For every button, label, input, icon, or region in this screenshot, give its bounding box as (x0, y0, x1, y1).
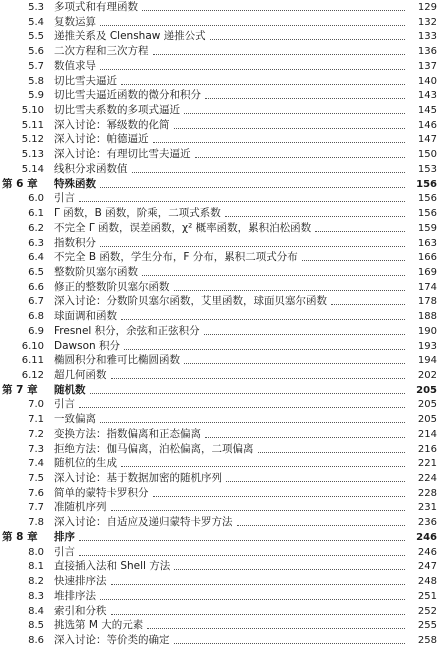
page-number: 156 (417, 193, 437, 205)
dot-leader (153, 495, 406, 497)
dot-leader (142, 274, 405, 276)
section-title: Fresnel 积分，余弦和正弦积分 (54, 324, 200, 337)
page-number: 255 (417, 620, 437, 632)
section-title: 引言 (54, 192, 75, 205)
dot-leader (226, 480, 405, 482)
section-number: 7.6 (28, 487, 44, 499)
dot-leader (331, 303, 405, 305)
page-number: 156 (416, 178, 437, 190)
section-number: 6.8 (28, 311, 44, 323)
chapter-title: 随机数 (54, 383, 86, 396)
section-number: 6.7 (28, 296, 44, 308)
section-number: 7.7 (28, 502, 44, 514)
section-title: 深入讨论：自适应及递归蒙特卡罗方法 (54, 516, 233, 529)
section-title: 切比雪夫逼近 (54, 74, 117, 87)
section-title: 引言 (54, 398, 75, 411)
page-number: 190 (417, 325, 437, 337)
chapter-number: 第 6 章 (2, 177, 38, 190)
page-number: 146 (417, 119, 437, 131)
section-title: 深入讨论：基于数据加密的随机序列 (54, 472, 222, 485)
section-title: 简单的蒙特卡罗积分 (54, 486, 149, 499)
section-title: 多项式和有理函数 (54, 1, 138, 13)
page-number: 166 (417, 252, 437, 264)
section-title: 引言 (54, 545, 75, 558)
section-title: 递推关系及 Clenshaw 递推公式 (54, 30, 206, 43)
section-number: 7.2 (28, 428, 44, 440)
section-number: 8.1 (28, 561, 44, 573)
dot-leader (204, 333, 405, 335)
section-title: 指数积分 (54, 236, 96, 249)
dot-leader (205, 436, 405, 438)
dot-leader (124, 348, 405, 350)
page-number: 174 (417, 281, 437, 293)
section-number: 7.0 (28, 399, 44, 411)
section-number: 6.9 (28, 325, 44, 337)
dot-leader (100, 421, 405, 423)
dot-leader (302, 259, 405, 261)
section-number: 7.5 (28, 473, 44, 485)
dot-leader (100, 186, 405, 188)
page-number: 231 (417, 502, 437, 514)
page-number: 205 (417, 414, 437, 426)
section-title: 深入讨论：分数阶贝塞尔函数，艾里函数，球面贝塞尔函数 (54, 295, 327, 308)
page-number: 193 (417, 340, 437, 352)
section-title: Γ 函数，B 函数，阶乘，二项式系数 (54, 207, 221, 220)
dot-leader (147, 627, 405, 629)
section-number: 5.3 (28, 2, 44, 13)
dot-leader (315, 230, 405, 232)
page-number: 153 (417, 163, 437, 175)
section-number: 6.10 (21, 340, 44, 352)
section-number: 6.5 (28, 266, 44, 278)
dot-leader (100, 245, 405, 247)
page-number: 133 (417, 31, 437, 43)
page-number: 137 (417, 60, 437, 72)
dot-leader (90, 392, 406, 394)
dot-leader (100, 24, 405, 26)
page-number: 224 (417, 473, 437, 485)
section-number: 5.9 (28, 90, 44, 102)
section-number: 5.12 (21, 134, 44, 146)
section-number: 8.2 (28, 576, 44, 588)
dot-leader (153, 141, 406, 143)
page-number: 251 (417, 590, 437, 602)
section-number: 7.8 (28, 517, 44, 529)
page-number: 163 (417, 237, 437, 249)
section-number: 6.1 (28, 208, 44, 220)
page-number: 247 (417, 561, 437, 573)
dot-leader (100, 598, 405, 600)
section-number: 6.12 (21, 370, 44, 381)
dot-leader (174, 289, 406, 291)
page-number: 194 (417, 355, 437, 367)
page-number: 248 (417, 576, 437, 588)
section-number: 5.8 (28, 75, 44, 87)
section-number: 5.5 (28, 31, 44, 43)
page-number: 221 (417, 458, 437, 470)
section-title: 索引和分秩 (54, 604, 107, 617)
dot-leader (184, 112, 405, 114)
dot-leader (111, 613, 406, 615)
dot-leader (153, 53, 406, 55)
page-number: 246 (417, 546, 437, 558)
dot-leader (142, 9, 405, 11)
section-title: 深入讨论：等价类的确定 (54, 633, 170, 646)
page-number: 143 (417, 90, 437, 102)
section-title: 不完全 B 函数，学生分布，F 分布，累积二项式分布 (54, 251, 298, 264)
section-number: 5.10 (21, 105, 44, 117)
section-title: 拒绝方法：伽马偏离，泊松偏离，二项偏离 (54, 442, 254, 455)
dot-leader (174, 127, 406, 129)
page-number: 169 (417, 266, 437, 278)
chapter-number: 第 7 章 (2, 383, 38, 396)
section-title: 随机位的生成 (54, 457, 117, 470)
section-title: 深入讨论：帕德逼近 (54, 133, 149, 146)
section-number: 8.4 (28, 605, 44, 617)
dot-leader (210, 38, 405, 40)
section-number: 7.4 (28, 458, 44, 470)
page-number: 246 (416, 531, 437, 543)
dot-leader (195, 156, 406, 158)
section-number: 5.13 (21, 149, 44, 161)
page-number: 132 (417, 16, 437, 28)
dot-leader (258, 451, 406, 453)
section-number: 6.0 (28, 193, 44, 205)
dot-leader (111, 583, 406, 585)
section-number: 8.0 (28, 546, 44, 558)
dot-leader (111, 377, 406, 379)
page-number: 216 (417, 443, 437, 455)
dot-leader (121, 83, 405, 85)
chapter-title: 特殊函数 (54, 177, 96, 190)
section-number: 6.2 (28, 222, 44, 234)
page-number: 178 (417, 296, 437, 308)
section-title: 复数运算 (54, 15, 96, 28)
page-number: 140 (417, 75, 437, 87)
section-title: 超几何函数 (54, 369, 107, 381)
section-title: 准随机序列 (54, 501, 107, 514)
section-title: 椭圆积分和雅可比椭圆函数 (54, 354, 180, 367)
dot-leader (111, 509, 406, 511)
section-number: 8.5 (28, 620, 44, 632)
page-number: 156 (417, 208, 437, 220)
dot-leader (79, 539, 405, 541)
section-number: 6.4 (28, 252, 44, 264)
section-number: 5.11 (21, 119, 44, 131)
dot-leader (174, 642, 406, 644)
chapter-title: 排序 (54, 530, 75, 543)
dot-leader (121, 465, 405, 467)
section-title: 切比雪夫逼近函数的微分和积分 (54, 89, 201, 102)
section-number: 7.3 (28, 443, 44, 455)
dot-leader (79, 554, 405, 556)
section-title: 球面调和函数 (54, 310, 117, 323)
chapter-number: 第 8 章 (2, 530, 38, 543)
page-number: 228 (417, 487, 437, 499)
dot-leader (184, 362, 405, 364)
page-number: 236 (417, 517, 437, 529)
dot-leader (121, 318, 405, 320)
page-number: 205 (416, 384, 437, 396)
page-number: 202 (417, 370, 437, 381)
page-number: 136 (417, 46, 437, 58)
dot-leader (174, 568, 405, 570)
page-number: 205 (417, 399, 437, 411)
section-title: 挑选第 M 大的元素 (54, 619, 144, 632)
dot-leader (100, 68, 405, 70)
section-number: 6.3 (28, 237, 44, 249)
section-number: 5.14 (21, 163, 44, 175)
section-title: 深入讨论：幂级数的化简 (54, 118, 170, 131)
section-number: 7.1 (28, 414, 44, 426)
section-title: 变换方法：指数偏离和正态偏离 (54, 427, 201, 440)
page-number: 147 (417, 134, 437, 146)
section-title: 切比雪夫系数的多项式逼近 (54, 104, 180, 117)
section-title: 数值求导 (54, 59, 96, 72)
section-number: 6.11 (21, 355, 44, 367)
dot-leader (237, 524, 406, 526)
section-title: 堆排序法 (54, 589, 96, 602)
page-number: 258 (417, 634, 437, 646)
section-number: 5.6 (28, 46, 44, 58)
dot-leader (205, 97, 405, 99)
page-number: 145 (417, 105, 437, 117)
section-number: 8.3 (28, 590, 44, 602)
section-title: Dawson 积分 (54, 339, 120, 352)
page-number: 214 (417, 428, 437, 440)
section-title: 二次方程和三次方程 (54, 45, 149, 58)
page-number: 252 (417, 605, 437, 617)
page-number: 159 (417, 222, 437, 234)
page-number: 188 (417, 311, 437, 323)
section-title: 一致偏离 (54, 413, 96, 426)
dot-leader (79, 200, 405, 202)
page-number: 150 (417, 149, 437, 161)
section-title: 整数阶贝塞尔函数 (54, 265, 138, 278)
section-number: 5.4 (28, 16, 44, 28)
section-number: 8.6 (28, 634, 44, 646)
page-number: 129 (417, 2, 437, 13)
section-title: 线积分求函数值 (54, 162, 128, 175)
section-title: 直接插入法和 Shell 方法 (54, 560, 171, 573)
section-title: 不完全 Γ 函数，误差函数，χ² 概率函数，累积泊松函数 (54, 221, 312, 234)
section-number: 6.6 (28, 281, 44, 293)
toc-section-row[interactable] (0, 632, 443, 649)
dot-leader (79, 406, 405, 408)
dot-leader (225, 215, 405, 217)
dot-leader (132, 171, 406, 173)
section-title: 快速排序法 (54, 575, 107, 588)
section-number: 5.7 (28, 60, 44, 72)
section-title: 修正的整数阶贝塞尔函数 (54, 280, 170, 293)
section-title: 深入讨论：有理切比雪夫逼近 (54, 148, 191, 161)
